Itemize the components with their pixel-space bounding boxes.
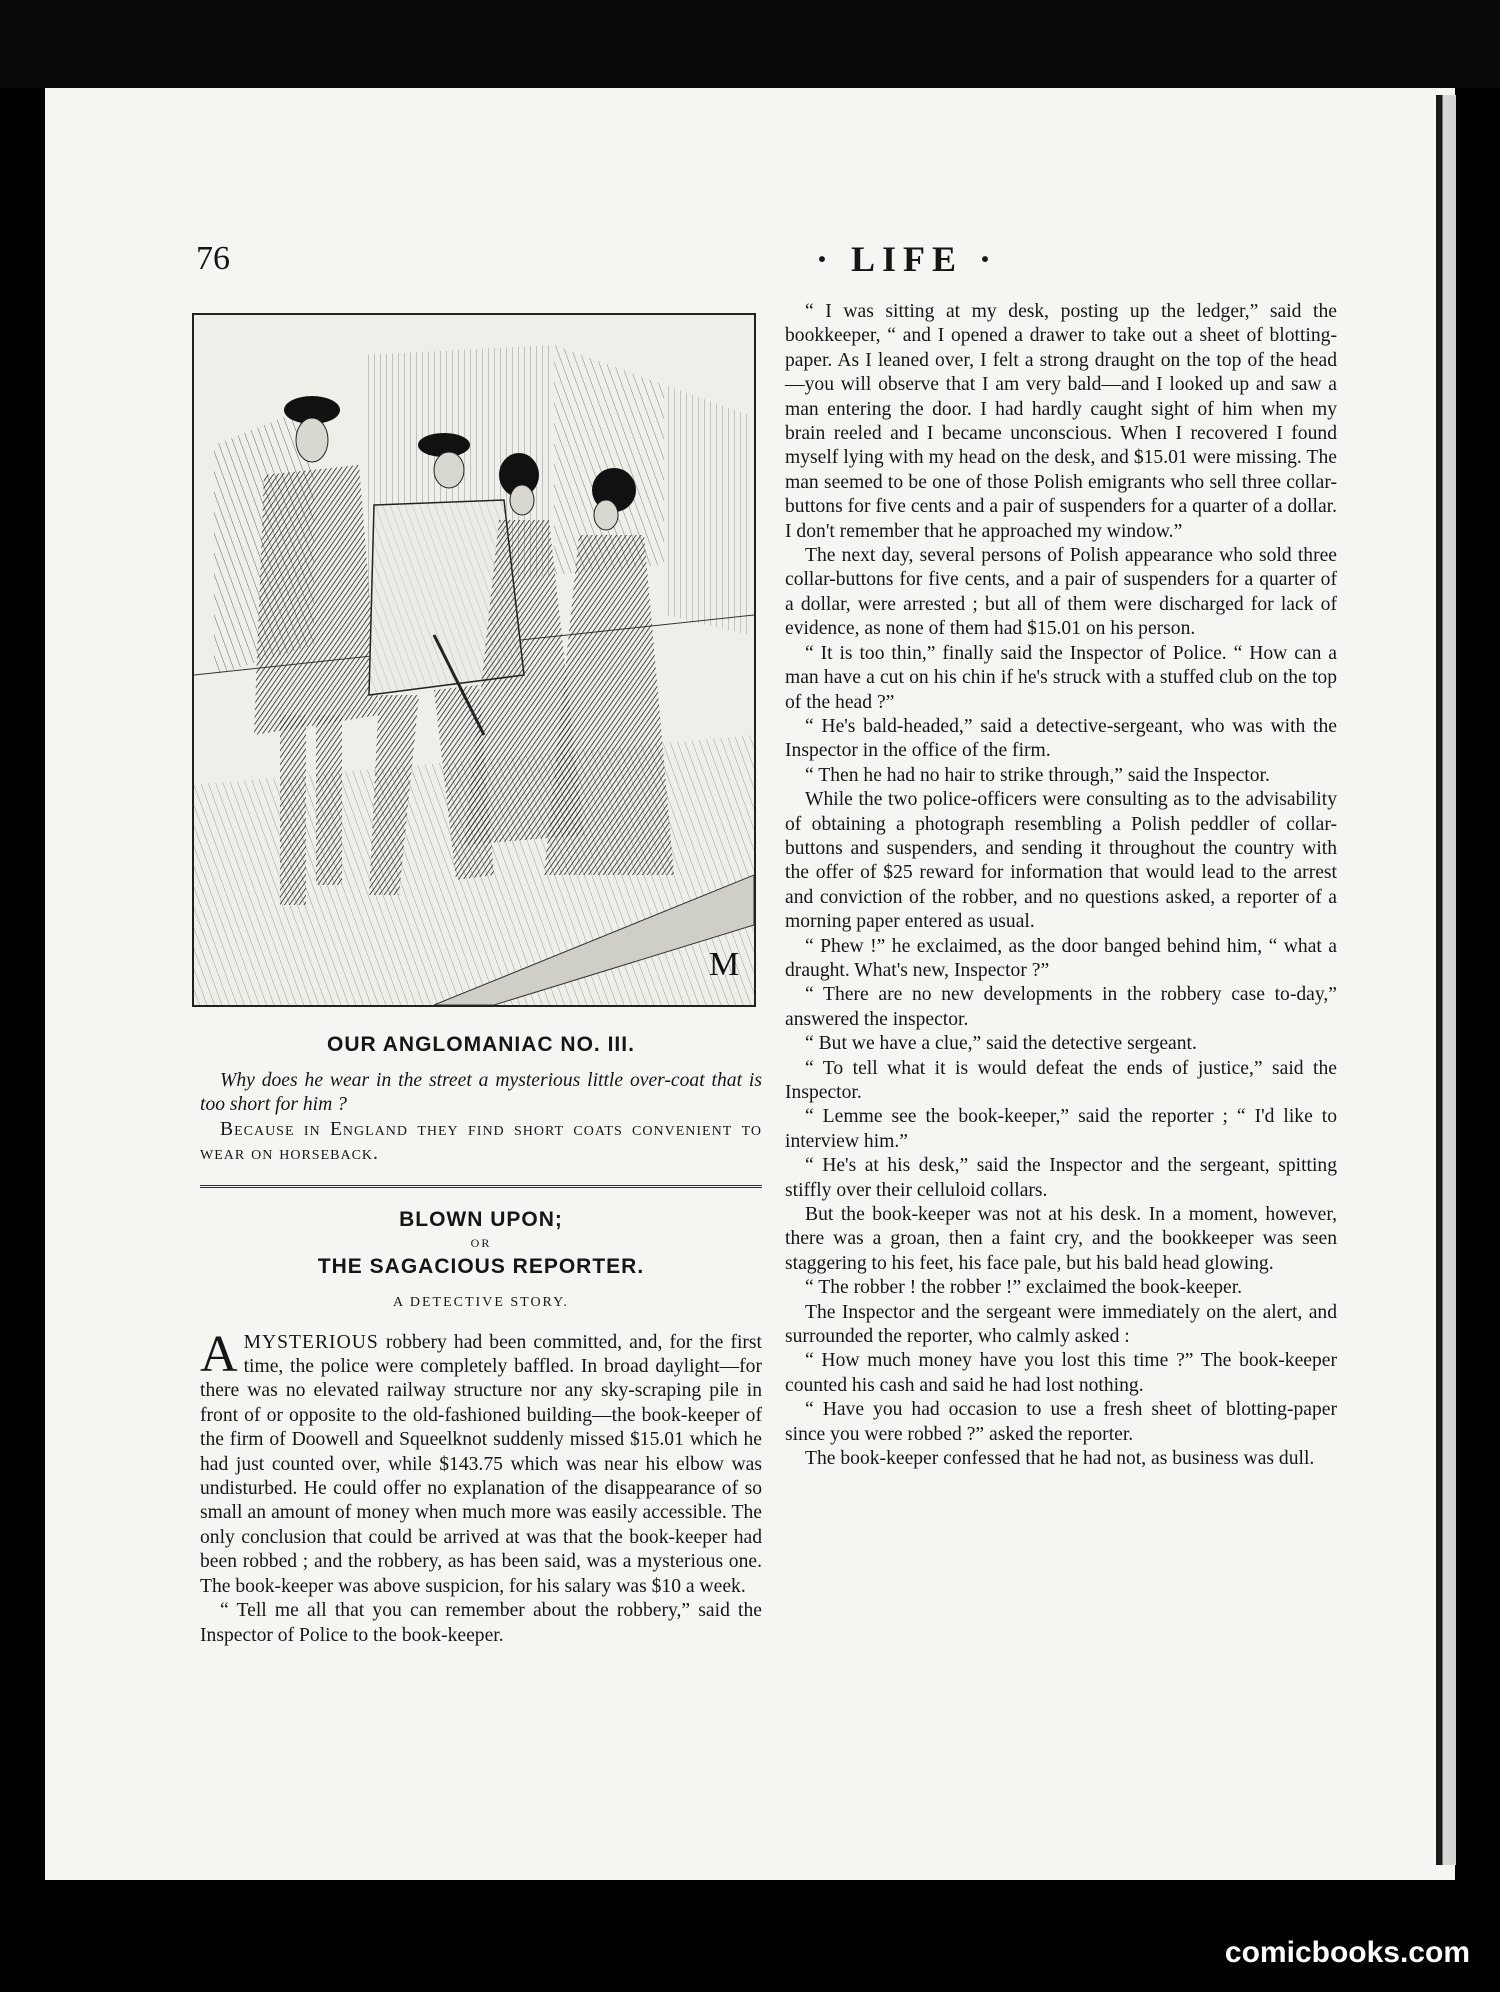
first-word: MYSTERIOUS (243, 1331, 379, 1353)
story-paragraph: The Inspector and the sergeant were immediately on the alert, and surrounded the reporter, who calmly asked : (785, 1301, 1337, 1348)
story-title-or: OR (470, 1235, 492, 1250)
story-paragraph: “ Have you had occasion to use a fresh sheet of blotting-paper since you were robbed ?” asked the reporter. (785, 1399, 1337, 1445)
story-paragraph: The next day, several persons of Polish appearance who sold three collar-buttons for five cents, and a pair of suspenders for a quarter of a dollar, were arrested ; but all of them were discharged for lack of evidence, as none of them had $15.01 on his person. (785, 545, 1337, 640)
story-paragraph: “ The robber ! the robber !” exclaimed the book-keeper. (805, 1277, 1243, 1299)
paragraph-1-text: robbery had been committed, and, for the first time, the police were completely baffled. In broad daylight—for there was no elevated railway structure nor any sky-scraping pile in front of or opposite to the old-fashioned building—the book-keeper of the firm of Doowell and Squeelknot suddenly missed $15.01 which he had just counted over, while $143.75 which was near his elbow was undisturbed. He could offer no explanation of the disappearance of so small an amount of money when much more was easily accessible. The only conclusion that could be arrived at was that the book-keeper had been robbed ; and the robbery, as has been said, was a mysterious one. The book-keeper was above suspicion, for his salary was $10 a week. (200, 1331, 763, 1597)
story-paragraph: “ Lemme see the book-keeper,” said the reporter ; “ I'd like to interview him.” (785, 1106, 1337, 1152)
page-header (196, 240, 1376, 284)
story-paragraph: “ He's bald-headed,” said a detective-sergeant, who was with the Inspector in the office of the firm. (785, 715, 1337, 762)
story-paragraph: “ To tell what it is would defeat the ends of justice,” said the Inspector. (785, 1057, 1337, 1103)
masthead-title: · LIFE · (816, 239, 999, 279)
street-scene-drawing (194, 315, 754, 1005)
story-subtitle: THE SAGACIOUS REPORTER. (317, 1254, 645, 1278)
story-paragraph: The book-keeper confessed that he had not, as business was dull. (805, 1448, 1315, 1470)
story-kicker: A DETECTIVE STORY. (393, 1294, 569, 1310)
left-column (200, 1015, 762, 1648)
story-paragraph: While the two police-officers were consulting as to the advisability of obtaining a photograph resembling a Polish peddler of collar-buttons and suspenders, and sending it throughout the country with the offer of $25 reward for information that would lead to the arrest and conviction of the robber, and no questions asked, a reporter of a morning paper entered as usual. (785, 789, 1337, 933)
story-paragraph: But the book-keeper was not at his desk. In a moment, however, there was a groan, then a faint cry, and the bookkeeper was seen staggering to his feet, his face pale, but his bald head glowing. (785, 1204, 1337, 1274)
engraving-illustration (192, 313, 756, 1007)
story-paragraph: “ He's at his desk,” said the Inspector and the sergeant, spitting stiffly over their celluloid collars. (785, 1155, 1337, 1201)
page-gutter-edge (1436, 95, 1456, 1865)
story-paragraph: “ I was sitting at my desk, posting up the ledger,” said the bookkeeper, “ and I opened a drawer to take out a sheet of blotting-paper. As I leaned over, I felt a strong draught on the top of the head—you will observe that I am very bald—and I looked up and saw a man entering the door. I had hardly caught sight of him when my brain reeled and I became unconscious. When I recovered I found myself lying with my head on the desk, and $15.01 were missing. The man seemed to be one of those Polish emigrants who sell three collar-buttons for five cents and a pair of suspenders for a quarter of a dollar. I don't remember that he approached my window.” (785, 301, 1337, 542)
cartoon-caption-title: OUR ANGLOMANIAC NO. III. (327, 1033, 635, 1056)
story-paragraph: “ But we have a clue,” said the detective sergeant. (805, 1033, 1197, 1055)
story-paragraph: “ There are no new developments in the robbery case to-day,” answered the inspector. (785, 984, 1337, 1030)
story-paragraph: “ It is too thin,” finally said the Inspector of Police. “ How can a man have a cut on his chin if he's struck with a stuffed club on the top of the head ?” (785, 642, 1337, 713)
scan-top-border (0, 0, 1500, 88)
drop-cap: A (200, 1325, 238, 1383)
page-number: 76 (196, 240, 230, 277)
section-divider (200, 1185, 762, 1188)
right-column (785, 300, 1337, 1472)
cartoon-caption-answer: Because in England they find short coats convenient to wear on horseback. (200, 1118, 762, 1165)
story-paragraph: “ How much money have you lost this time ?” The book-keeper counted his cash and said he had lost nothing. (785, 1350, 1337, 1396)
site-watermark: comicbooks.com (1224, 1936, 1470, 1969)
cartoon-caption-question: Why does he wear in the street a mysterious little over-coat that is too short for him ? (200, 1070, 762, 1116)
story-paragraph: “ Phew !” he exclaimed, as the door banged behind him, “ what a draught. What's new, Inspector ?” (785, 935, 1337, 981)
artist-signature: M (709, 946, 740, 983)
story-paragraph-2: “ Tell me all that you can remember about the robbery,” said the Inspector of Police to the book-keeper. (200, 1600, 762, 1646)
story-title: BLOWN UPON; (399, 1207, 563, 1231)
story-paragraph-1 (200, 1325, 763, 1599)
story-paragraph: “ Then he had no hair to strike through,” said the Inspector. (805, 764, 1270, 786)
